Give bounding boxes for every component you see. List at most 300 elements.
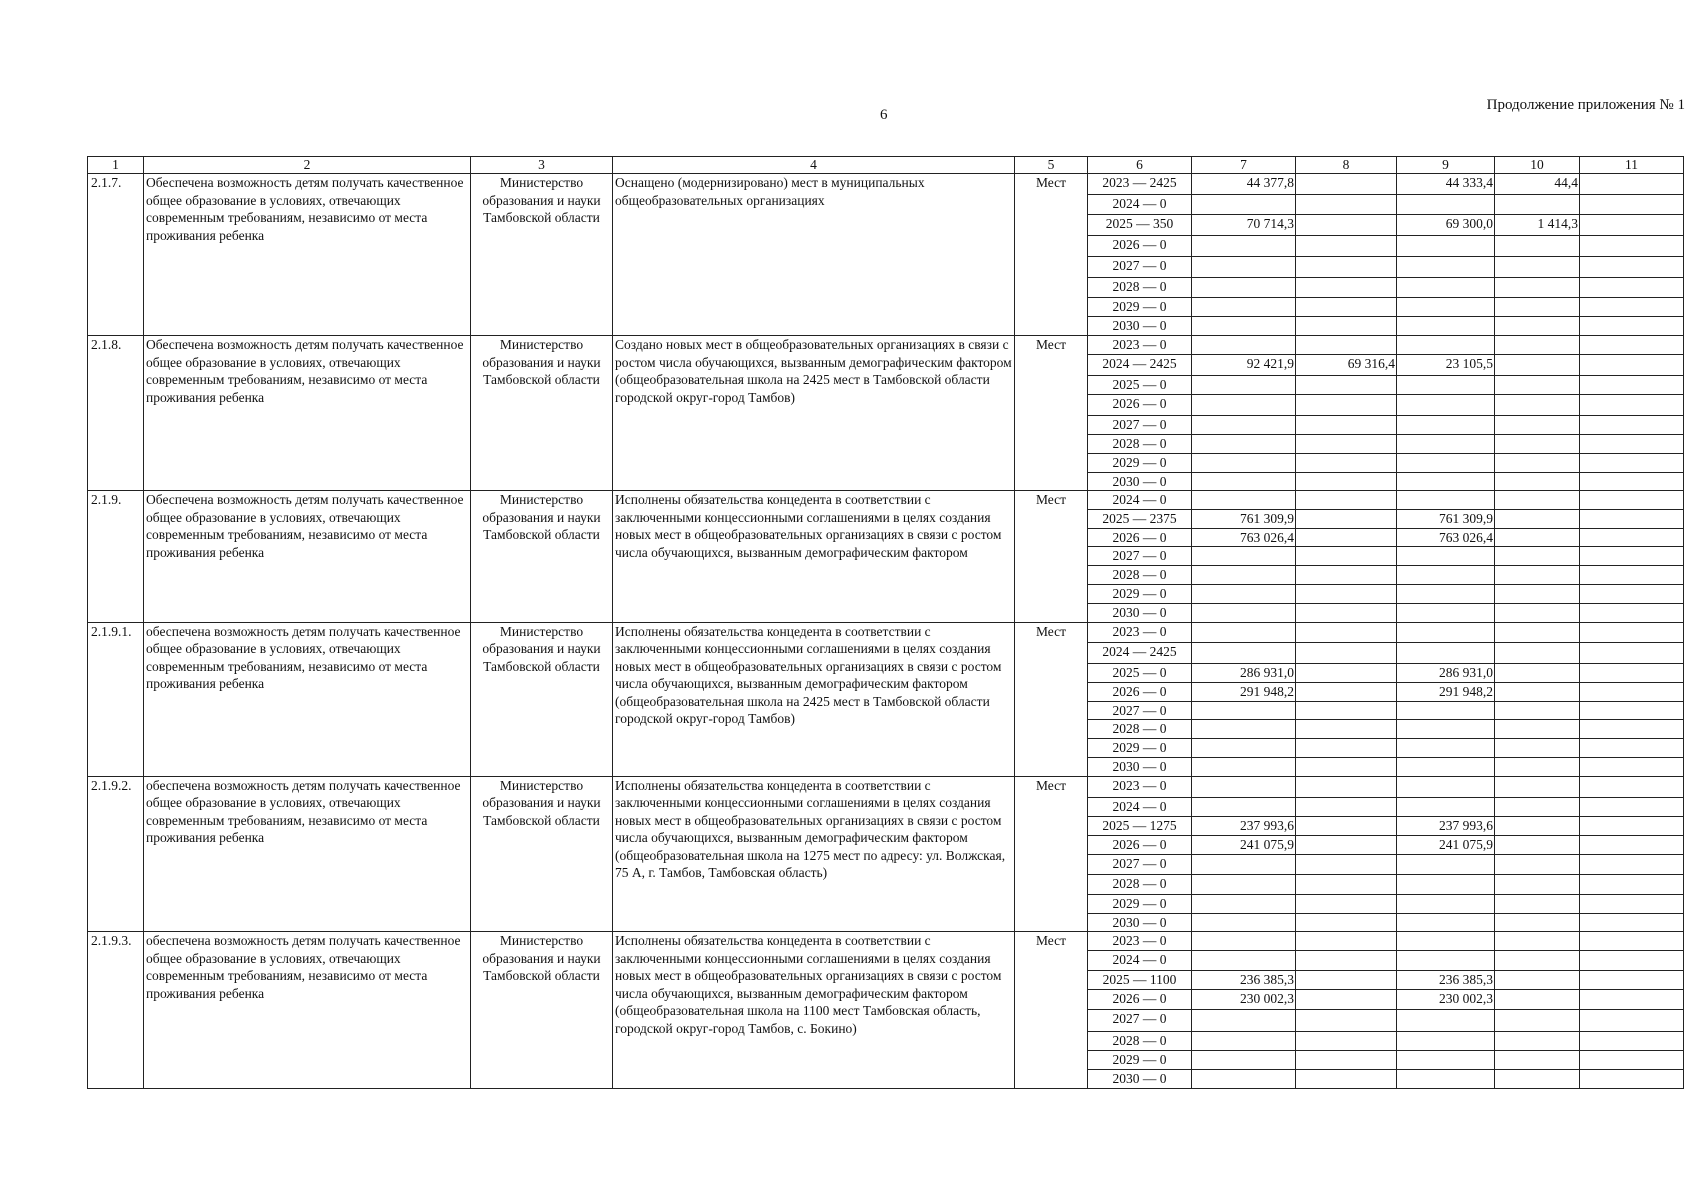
year-value: 2024 — 0 <box>1088 491 1192 510</box>
cell-col-8 <box>1296 584 1397 603</box>
cell-col-7: 236 385,3 <box>1192 971 1296 990</box>
cell-col-11 <box>1580 797 1684 816</box>
year-value: 2025 — 0 <box>1088 376 1192 395</box>
cell-col-11 <box>1580 663 1684 682</box>
cell-col-9 <box>1397 1069 1495 1088</box>
cell-col-9: 761 309,9 <box>1397 510 1495 529</box>
row-responsible: Министерство образования и науки Тамбовской области <box>471 622 613 776</box>
cell-col-10 <box>1495 584 1580 603</box>
cell-col-9 <box>1397 453 1495 472</box>
year-value: 2028 — 0 <box>1088 874 1192 894</box>
cell-col-8 <box>1296 510 1397 529</box>
cell-col-10 <box>1495 491 1580 510</box>
column-header: 6 <box>1088 157 1192 174</box>
cell-col-7 <box>1192 435 1296 454</box>
column-header-row <box>88 157 1684 174</box>
cell-col-8 <box>1296 758 1397 777</box>
cell-col-7 <box>1192 395 1296 416</box>
annex-title: Продолжение приложения № 1 <box>1486 97 1685 113</box>
column-header: 11 <box>1580 157 1684 174</box>
year-value: 2025 — 2375 <box>1088 510 1192 529</box>
row-responsible: Министерство образования и науки Тамбовской области <box>471 491 613 623</box>
table-row <box>88 932 1684 951</box>
row-number: 2.1.9. <box>88 491 144 623</box>
year-value: 2023 — 0 <box>1088 622 1192 642</box>
cell-col-7 <box>1192 278 1296 298</box>
cell-col-10 <box>1495 720 1580 739</box>
cell-col-8 <box>1296 854 1397 874</box>
cell-col-8 <box>1296 971 1397 990</box>
cell-col-9 <box>1397 565 1495 584</box>
year-value: 2025 — 1275 <box>1088 816 1192 835</box>
table-body <box>88 174 1684 1089</box>
cell-col-9 <box>1397 932 1495 951</box>
cell-col-10 <box>1495 603 1580 622</box>
row-responsible: Министерство образования и науки Тамбовской области <box>471 174 613 336</box>
cell-col-9: 69 300,0 <box>1397 215 1495 236</box>
cell-col-7 <box>1192 453 1296 472</box>
cell-col-8 <box>1296 622 1397 642</box>
cell-col-8 <box>1296 416 1397 435</box>
year-value: 2023 — 0 <box>1088 932 1192 951</box>
cell-col-11 <box>1580 913 1684 932</box>
year-value: 2029 — 0 <box>1088 1051 1192 1070</box>
cell-col-11 <box>1580 1032 1684 1051</box>
cell-col-7 <box>1192 1010 1296 1032</box>
cell-col-11 <box>1580 355 1684 376</box>
year-value: 2030 — 0 <box>1088 472 1192 491</box>
cell-col-8 <box>1296 453 1397 472</box>
cell-col-11 <box>1580 547 1684 566</box>
cell-col-10 <box>1495 453 1580 472</box>
cell-col-10 <box>1495 1069 1580 1088</box>
row-number: 2.1.9.2. <box>88 776 144 932</box>
cell-col-7 <box>1192 758 1296 777</box>
cell-col-8 <box>1296 894 1397 913</box>
row-indicator: Исполнены обязательства концедента в соответствии с заключенными концессионными соглашениями в целях создания новых мест в общеобразовательных организациях в связи с ростом числа обучающихся, вызванным демографическим фактором (общеобразовательная школа на 2425 мест в Тамбовской области городской округ-город Тамбов) <box>613 622 1015 776</box>
table-row <box>88 174 1684 195</box>
cell-col-9 <box>1397 1010 1495 1032</box>
year-value: 2026 — 0 <box>1088 395 1192 416</box>
year-value: 2027 — 0 <box>1088 257 1192 278</box>
cell-col-9 <box>1397 395 1495 416</box>
cell-col-10 <box>1495 1051 1580 1070</box>
cell-col-9 <box>1397 951 1495 971</box>
cell-col-8 <box>1296 874 1397 894</box>
year-value: 2028 — 0 <box>1088 1032 1192 1051</box>
cell-col-11 <box>1580 317 1684 336</box>
cell-col-7 <box>1192 584 1296 603</box>
cell-col-10 <box>1495 642 1580 663</box>
year-value: 2024 — 2425 <box>1088 642 1192 663</box>
cell-col-7 <box>1192 317 1296 336</box>
cell-col-10 <box>1495 510 1580 529</box>
table-row <box>88 776 1684 797</box>
cell-col-10 <box>1495 835 1580 854</box>
column-header: 3 <box>471 157 613 174</box>
cell-col-10 <box>1495 565 1580 584</box>
cell-col-9 <box>1397 547 1495 566</box>
cell-col-7 <box>1192 932 1296 951</box>
year-value: 2030 — 0 <box>1088 603 1192 622</box>
cell-col-11 <box>1580 472 1684 491</box>
cell-col-8 <box>1296 257 1397 278</box>
row-unit: Мест <box>1015 932 1088 1089</box>
cell-col-10 <box>1495 1010 1580 1032</box>
cell-col-7 <box>1192 376 1296 395</box>
cell-col-9: 763 026,4 <box>1397 528 1495 547</box>
cell-col-9 <box>1397 298 1495 317</box>
cell-col-9: 291 948,2 <box>1397 682 1495 701</box>
cell-col-10 <box>1495 874 1580 894</box>
row-result: обеспечена возможность детям получать качественное общее образование в условиях, отвечающих современным требованиям, независимо от места проживания ребенка <box>144 776 471 932</box>
cell-col-7: 70 714,3 <box>1192 215 1296 236</box>
cell-col-7: 763 026,4 <box>1192 528 1296 547</box>
year-value: 2030 — 0 <box>1088 913 1192 932</box>
cell-col-9 <box>1397 336 1495 355</box>
page-number: 6 <box>880 107 888 123</box>
cell-col-11 <box>1580 376 1684 395</box>
year-value: 2028 — 0 <box>1088 278 1192 298</box>
year-value: 2023 — 2425 <box>1088 174 1192 195</box>
year-value: 2023 — 0 <box>1088 776 1192 797</box>
year-value: 2027 — 0 <box>1088 416 1192 435</box>
row-responsible: Министерство образования и науки Тамбовской области <box>471 336 613 491</box>
cell-col-8 <box>1296 932 1397 951</box>
cell-col-10 <box>1495 854 1580 874</box>
cell-col-11 <box>1580 528 1684 547</box>
cell-col-11 <box>1580 758 1684 777</box>
cell-col-10 <box>1495 355 1580 376</box>
cell-col-10: 44,4 <box>1495 174 1580 195</box>
row-number: 2.1.8. <box>88 336 144 491</box>
year-value: 2027 — 0 <box>1088 1010 1192 1032</box>
cell-col-7 <box>1192 894 1296 913</box>
cell-col-7 <box>1192 257 1296 278</box>
cell-col-10 <box>1495 816 1580 835</box>
year-value: 2027 — 0 <box>1088 854 1192 874</box>
row-indicator: Создано новых мест в общеобразовательных организациях в связи с ростом числа обучающихся, вызванным демографическим фактором (общеобразовательная школа на 2425 мест в Тамбовской области городской округ-город Тамбов) <box>613 336 1015 491</box>
cell-col-8 <box>1296 951 1397 971</box>
cell-col-9: 286 931,0 <box>1397 663 1495 682</box>
cell-col-9 <box>1397 642 1495 663</box>
cell-col-7 <box>1192 195 1296 215</box>
year-value: 2029 — 0 <box>1088 894 1192 913</box>
cell-col-8 <box>1296 990 1397 1010</box>
cell-col-11 <box>1580 236 1684 257</box>
cell-col-7 <box>1192 739 1296 758</box>
cell-col-7 <box>1192 1032 1296 1051</box>
year-value: 2026 — 0 <box>1088 528 1192 547</box>
cell-col-9 <box>1397 416 1495 435</box>
cell-col-10 <box>1495 797 1580 816</box>
year-value: 2024 — 0 <box>1088 195 1192 215</box>
cell-col-7 <box>1192 951 1296 971</box>
cell-col-8 <box>1296 1069 1397 1088</box>
cell-col-11 <box>1580 453 1684 472</box>
year-value: 2027 — 0 <box>1088 701 1192 720</box>
cell-col-11 <box>1580 854 1684 874</box>
cell-col-9 <box>1397 701 1495 720</box>
cell-col-7 <box>1192 298 1296 317</box>
cell-col-8 <box>1296 720 1397 739</box>
cell-col-8 <box>1296 195 1397 215</box>
row-result: Обеспечена возможность детям получать качественное общее образование в условиях, отвечающих современным требованиям, независимо от места проживания ребенка <box>144 336 471 491</box>
cell-col-11 <box>1580 701 1684 720</box>
cell-col-8 <box>1296 547 1397 566</box>
cell-col-8 <box>1296 491 1397 510</box>
cell-col-11 <box>1580 510 1684 529</box>
cell-col-11 <box>1580 682 1684 701</box>
cell-col-7: 230 002,3 <box>1192 990 1296 1010</box>
cell-col-8 <box>1296 317 1397 336</box>
cell-col-10 <box>1495 278 1580 298</box>
cell-col-8 <box>1296 395 1397 416</box>
cell-col-9 <box>1397 584 1495 603</box>
cell-col-11 <box>1580 932 1684 951</box>
row-number: 2.1.9.1. <box>88 622 144 776</box>
column-header: 4 <box>613 157 1015 174</box>
cell-col-10 <box>1495 376 1580 395</box>
cell-col-7 <box>1192 913 1296 932</box>
row-result: Обеспечена возможность детям получать качественное общее образование в условиях, отвечающих современным требованиям, независимо от места проживания ребенка <box>144 491 471 623</box>
cell-col-11 <box>1580 195 1684 215</box>
cell-col-8 <box>1296 835 1397 854</box>
cell-col-11 <box>1580 215 1684 236</box>
cell-col-11 <box>1580 174 1684 195</box>
cell-col-8 <box>1296 913 1397 932</box>
year-value: 2030 — 0 <box>1088 758 1192 777</box>
year-value: 2026 — 0 <box>1088 682 1192 701</box>
cell-col-10 <box>1495 990 1580 1010</box>
cell-col-8 <box>1296 336 1397 355</box>
cell-col-9 <box>1397 278 1495 298</box>
row-indicator: Исполнены обязательства концедента в соответствии с заключенными концессионными соглашениями в целях создания новых мест в общеобразовательных организациях в связи с ростом числа обучающихся, вызванным демографическим фактором (общеобразовательная школа на 1275 мест по адресу: ул. Волжская, 75 А, г. Тамбов, Тамбовская область) <box>613 776 1015 932</box>
cell-col-11 <box>1580 1069 1684 1088</box>
year-value: 2027 — 0 <box>1088 547 1192 566</box>
row-number: 2.1.7. <box>88 174 144 336</box>
cell-col-7 <box>1192 1051 1296 1070</box>
row-unit: Мест <box>1015 776 1088 932</box>
cell-col-9 <box>1397 1032 1495 1051</box>
cell-col-11 <box>1580 642 1684 663</box>
cell-col-10 <box>1495 701 1580 720</box>
year-value: 2030 — 0 <box>1088 1069 1192 1088</box>
cell-col-9: 23 105,5 <box>1397 355 1495 376</box>
cell-col-7: 291 948,2 <box>1192 682 1296 701</box>
cell-col-10 <box>1495 739 1580 758</box>
cell-col-8: 69 316,4 <box>1296 355 1397 376</box>
column-header: 2 <box>144 157 471 174</box>
cell-col-11 <box>1580 603 1684 622</box>
cell-col-10 <box>1495 682 1580 701</box>
cell-col-7 <box>1192 622 1296 642</box>
cell-col-10: 1 414,3 <box>1495 215 1580 236</box>
cell-col-8 <box>1296 642 1397 663</box>
column-header: 10 <box>1495 157 1580 174</box>
cell-col-9 <box>1397 739 1495 758</box>
row-indicator: Исполнены обязательства концедента в соответствии с заключенными концессионными соглашениями в целях создания новых мест в общеобразовательных организациях в связи с ростом числа обучающихся, вызванным демографическим фактором (общеобразовательная школа на 1100 мест Тамбовская область, городской округ-город Тамбов, с. Бокино) <box>613 932 1015 1089</box>
row-responsible: Министерство образования и науки Тамбовской области <box>471 932 613 1089</box>
cell-col-10 <box>1495 776 1580 797</box>
table-row <box>88 491 1684 510</box>
cell-col-8 <box>1296 435 1397 454</box>
cell-col-9 <box>1397 874 1495 894</box>
cell-col-8 <box>1296 663 1397 682</box>
table-row <box>88 622 1684 642</box>
cell-col-11 <box>1580 1010 1684 1032</box>
cell-col-9 <box>1397 758 1495 777</box>
cell-col-10 <box>1495 298 1580 317</box>
cell-col-11 <box>1580 835 1684 854</box>
cell-col-9 <box>1397 317 1495 336</box>
year-value: 2026 — 0 <box>1088 835 1192 854</box>
cell-col-8 <box>1296 1051 1397 1070</box>
row-responsible: Министерство образования и науки Тамбовской области <box>471 776 613 932</box>
row-unit: Мест <box>1015 174 1088 336</box>
cell-col-9 <box>1397 435 1495 454</box>
year-value: 2030 — 0 <box>1088 317 1192 336</box>
cell-col-9 <box>1397 913 1495 932</box>
cell-col-7 <box>1192 236 1296 257</box>
cell-col-7 <box>1192 701 1296 720</box>
cell-col-10 <box>1495 395 1580 416</box>
cell-col-10 <box>1495 336 1580 355</box>
cell-col-11 <box>1580 816 1684 835</box>
cell-col-9 <box>1397 236 1495 257</box>
year-value: 2026 — 0 <box>1088 236 1192 257</box>
cell-col-11 <box>1580 951 1684 971</box>
year-value: 2029 — 0 <box>1088 298 1192 317</box>
cell-col-7 <box>1192 336 1296 355</box>
cell-col-9: 237 993,6 <box>1397 816 1495 835</box>
cell-col-11 <box>1580 776 1684 797</box>
table-row <box>88 336 1684 355</box>
column-header: 7 <box>1192 157 1296 174</box>
cell-col-8 <box>1296 739 1397 758</box>
cell-col-7 <box>1192 565 1296 584</box>
cell-col-9 <box>1397 257 1495 278</box>
cell-col-10 <box>1495 257 1580 278</box>
cell-col-8 <box>1296 376 1397 395</box>
cell-col-10 <box>1495 236 1580 257</box>
cell-col-10 <box>1495 317 1580 336</box>
cell-col-11 <box>1580 739 1684 758</box>
cell-col-10 <box>1495 913 1580 932</box>
cell-col-11 <box>1580 584 1684 603</box>
cell-col-8 <box>1296 776 1397 797</box>
row-indicator: Исполнены обязательства концедента в соответствии с заключенными концессионными соглашениями в целях создания новых мест в общеобразовательных организациях в связи с ростом числа обучающихся, вызванным демографическим фактором <box>613 491 1015 623</box>
year-value: 2024 — 2425 <box>1088 355 1192 376</box>
cell-col-9: 236 385,3 <box>1397 971 1495 990</box>
column-header: 1 <box>88 157 144 174</box>
cell-col-11 <box>1580 278 1684 298</box>
year-value: 2025 — 1100 <box>1088 971 1192 990</box>
cell-col-9 <box>1397 797 1495 816</box>
cell-col-9 <box>1397 472 1495 491</box>
cell-col-7 <box>1192 547 1296 566</box>
cell-col-7: 286 931,0 <box>1192 663 1296 682</box>
cell-col-7 <box>1192 603 1296 622</box>
cell-col-11 <box>1580 416 1684 435</box>
cell-col-8 <box>1296 797 1397 816</box>
row-unit: Мест <box>1015 622 1088 776</box>
cell-col-10 <box>1495 1032 1580 1051</box>
cell-col-7 <box>1192 472 1296 491</box>
cell-col-10 <box>1495 435 1580 454</box>
cell-col-7: 92 421,9 <box>1192 355 1296 376</box>
row-number: 2.1.9.3. <box>88 932 144 1089</box>
year-value: 2023 — 0 <box>1088 336 1192 355</box>
cell-col-7 <box>1192 720 1296 739</box>
cell-col-8 <box>1296 1010 1397 1032</box>
year-value: 2025 — 0 <box>1088 663 1192 682</box>
cell-col-9 <box>1397 622 1495 642</box>
column-header: 9 <box>1397 157 1495 174</box>
cell-col-11 <box>1580 874 1684 894</box>
cell-col-10 <box>1495 894 1580 913</box>
cell-col-9: 44 333,4 <box>1397 174 1495 195</box>
year-value: 2025 — 350 <box>1088 215 1192 236</box>
cell-col-8 <box>1296 603 1397 622</box>
year-value: 2024 — 0 <box>1088 797 1192 816</box>
cell-col-7 <box>1192 1069 1296 1088</box>
cell-col-8 <box>1296 565 1397 584</box>
cell-col-8 <box>1296 701 1397 720</box>
row-unit: Мест <box>1015 336 1088 491</box>
cell-col-7: 237 993,6 <box>1192 816 1296 835</box>
cell-col-9 <box>1397 491 1495 510</box>
cell-col-10 <box>1495 416 1580 435</box>
cell-col-9 <box>1397 720 1495 739</box>
cell-col-8 <box>1296 236 1397 257</box>
row-result: обеспечена возможность детям получать качественное общее образование в условиях, отвечающих современным требованиям, независимо от места проживания ребенка <box>144 932 471 1089</box>
row-indicator: Оснащено (модернизировано) мест в муниципальных общеобразовательных организациях <box>613 174 1015 336</box>
cell-col-11 <box>1580 1051 1684 1070</box>
cell-col-8 <box>1296 298 1397 317</box>
cell-col-8 <box>1296 682 1397 701</box>
cell-col-9 <box>1397 894 1495 913</box>
cell-col-11 <box>1580 971 1684 990</box>
year-value: 2028 — 0 <box>1088 720 1192 739</box>
cell-col-11 <box>1580 336 1684 355</box>
cell-col-9 <box>1397 195 1495 215</box>
cell-col-11 <box>1580 435 1684 454</box>
cell-col-9 <box>1397 1051 1495 1070</box>
cell-col-7 <box>1192 776 1296 797</box>
cell-col-10 <box>1495 528 1580 547</box>
column-header: 5 <box>1015 157 1088 174</box>
cell-col-11 <box>1580 622 1684 642</box>
cell-col-8 <box>1296 816 1397 835</box>
cell-col-11 <box>1580 257 1684 278</box>
cell-col-7 <box>1192 416 1296 435</box>
cell-col-11 <box>1580 565 1684 584</box>
cell-col-9 <box>1397 376 1495 395</box>
year-value: 2028 — 0 <box>1088 435 1192 454</box>
cell-col-7 <box>1192 874 1296 894</box>
cell-col-10 <box>1495 547 1580 566</box>
row-result: Обеспечена возможность детям получать качественное общее образование в условиях, отвечающих современным требованиям, независимо от места проживания ребенка <box>144 174 471 336</box>
cell-col-10 <box>1495 951 1580 971</box>
cell-col-10 <box>1495 622 1580 642</box>
cell-col-7: 44 377,8 <box>1192 174 1296 195</box>
cell-col-9 <box>1397 776 1495 797</box>
cell-col-8 <box>1296 215 1397 236</box>
year-value: 2028 — 0 <box>1088 565 1192 584</box>
cell-col-8 <box>1296 1032 1397 1051</box>
year-value: 2029 — 0 <box>1088 739 1192 758</box>
